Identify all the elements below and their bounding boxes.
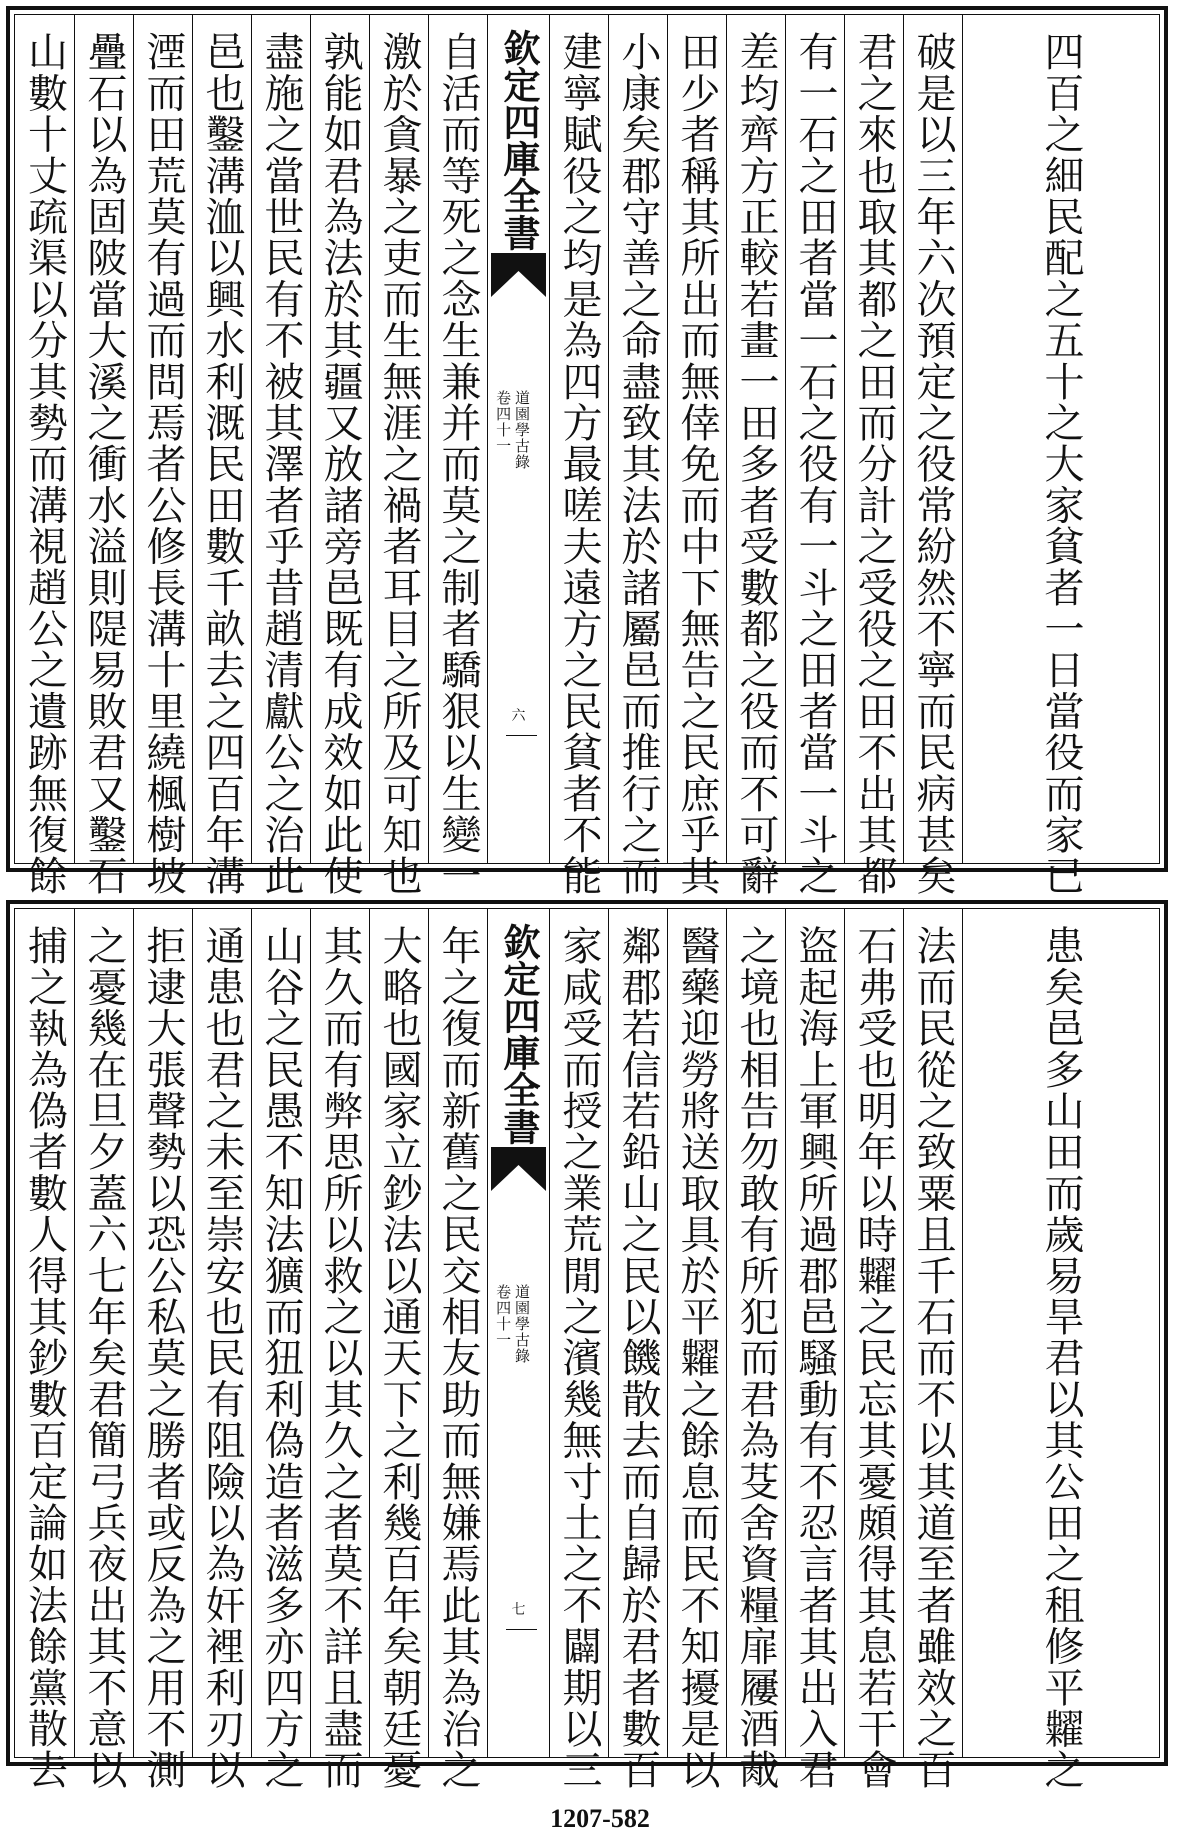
text-column: [311, 909, 370, 1791]
column-text: 破是以三年六次預定之役常紛然不寧而民病甚矣: [910, 31, 956, 897]
column-text: 之憂幾在旦夕蓋六七年矣君簡弓兵夜出其不意以: [81, 925, 127, 1791]
page-footer-number: 1207-582: [550, 1804, 650, 1833]
volume-label: 卷四十一: [494, 390, 513, 454]
folio-number: 七: [511, 1602, 526, 1618]
column-text: 君之來也取其都之田而分計之受役之田不出其都: [851, 31, 897, 897]
page-top-frame: [14, 14, 1160, 897]
center-gutter: [488, 15, 550, 863]
column-text: 孰能如君為法於其疆又放諸旁邑既有成效如此使: [317, 31, 363, 897]
column-text: 田少者稱其所出而無倖免而中下無告之民庶乎其: [674, 31, 720, 897]
text-column: [550, 909, 609, 1791]
column-text: 年之復而新舊之民交相友助而無嫌焉此其為治之: [435, 925, 481, 1791]
text-column: [963, 909, 1159, 1791]
text-column: [15, 15, 75, 897]
text-column: [727, 15, 786, 897]
text-column: [845, 909, 904, 1791]
text-column: [550, 15, 609, 897]
gutter-rule: [506, 1629, 537, 1630]
column-text: 山數十丈疏渠以分其勢而溝視趙公之遺跡無復餘: [21, 31, 68, 897]
column-text: 差均齊方正較若畫一田多者受數都之役而不可辭: [733, 31, 779, 897]
text-column: [252, 15, 311, 897]
text-column: [429, 909, 488, 1791]
text-column: [193, 15, 252, 897]
text-column: [429, 15, 488, 897]
text-column: [75, 909, 134, 1791]
text-column: [15, 909, 75, 1791]
column-text: 山谷之民愚不知法獷而狃利偽造者滋多亦四方之: [258, 925, 304, 1791]
column-text: 疊石以為固陂當大溪之衝水溢則隄易敗君又鑿石: [81, 31, 127, 897]
column-text: 拒逮大張聲勢以恐公私莫之勝者或反為之用不測: [140, 925, 186, 1791]
text-column: [252, 909, 311, 1791]
column-text: 盜起海上軍興所過郡邑騷動有不忍言者其出入君: [792, 925, 838, 1791]
column-text: 患矣邑多山田而歲易旱君以其公田之租修平糶之: [1038, 925, 1084, 1791]
collection-title: 道園學古錄: [513, 390, 532, 470]
page-bottom-frame: [14, 908, 1160, 1791]
column-text: 家咸受而授之業荒閒之濱幾無寸土之不闢期以三: [556, 925, 602, 1791]
column-text: 通患也君之未至崇安也民有阻險以為奸裡利刃以: [199, 925, 245, 1791]
text-column: [609, 909, 668, 1791]
column-text: 大略也國家立鈔法以通天下之利幾百年矣朝廷憂: [376, 925, 422, 1791]
gutter-rule: [506, 735, 537, 736]
collection-title: 道園學古錄: [513, 1284, 532, 1364]
column-text: 湮而田荒莫有過而問焉者公修長溝十里繞楓樹坡: [140, 31, 186, 897]
column-text: 自活而等死之念生兼并而莫之制者驕狠以生變一: [435, 31, 481, 897]
column-text: 有一石之田者當一石之役有一斗之田者當一斗之: [792, 31, 838, 897]
column-text: 激於貪暴之吏而生無涯之禍者耳目之所及可知也: [376, 31, 422, 897]
column-text: 四百之細民配之五十之大家貧者一日當役而家已: [1038, 31, 1084, 897]
volume-label: 卷四十一: [494, 1284, 513, 1348]
text-column: [370, 15, 429, 897]
text-column: [845, 15, 904, 897]
text-column: [786, 909, 845, 1791]
text-column: [609, 15, 668, 897]
column-text: 盡施之當世民有不被其澤者乎昔趙清獻公之治此: [258, 31, 304, 897]
text-column: [963, 15, 1159, 897]
text-column: [727, 909, 786, 1791]
column-text: 法而民從之致粟且千石而不以其道至者雖效之百: [910, 925, 956, 1791]
book-title: 欽定四庫全書: [497, 923, 541, 1145]
text-column: [668, 909, 727, 1791]
page-bottom: [6, 900, 1168, 1791]
column-text: 鄰郡若信若鉛山之民以饑散去而自歸於君者數百: [615, 925, 661, 1791]
column-text: 之境也相告勿敢有所犯而君為芟舍資糧扉屨酒胾: [733, 925, 779, 1791]
text-column: [904, 909, 963, 1791]
text-column: [311, 15, 370, 897]
fish-tail-mark-icon: [491, 253, 546, 297]
folio-number: 六: [511, 708, 526, 724]
column-text: 邑也鑿溝洫以興水利溉民田數千畝去之四百年溝: [199, 31, 245, 897]
center-gutter: [488, 909, 550, 1757]
text-column: [134, 909, 193, 1791]
book-title: 欽定四庫全書: [497, 29, 541, 251]
column-text: 醫藥迎勞將送取具於平糶之餘息而民不知擾是以: [674, 925, 720, 1791]
column-text: 其久而有弊思所以救之以其久之者莫不詳且盡而: [317, 925, 363, 1791]
text-column: [668, 15, 727, 897]
text-column: [134, 15, 193, 897]
text-column: [75, 15, 134, 897]
column-text: 石弗受也明年以時糶之民忘其憂頗得其息若干會: [851, 925, 897, 1791]
text-column: [786, 15, 845, 897]
text-column: [370, 909, 429, 1791]
text-column: [193, 909, 252, 1791]
column-text: 小康矣郡守善之命盡致其法於諸屬邑而推行之而: [615, 31, 661, 897]
text-column: [904, 15, 963, 897]
page-top: [6, 6, 1168, 897]
fish-tail-mark-icon: [491, 1147, 546, 1191]
column-text: 建寧賦役之均是為四方最嗟夫遠方之民貧者不能: [556, 31, 602, 897]
column-text: 捕之執為偽者數人得其鈔數百定論如法餘黨散去: [21, 925, 68, 1791]
